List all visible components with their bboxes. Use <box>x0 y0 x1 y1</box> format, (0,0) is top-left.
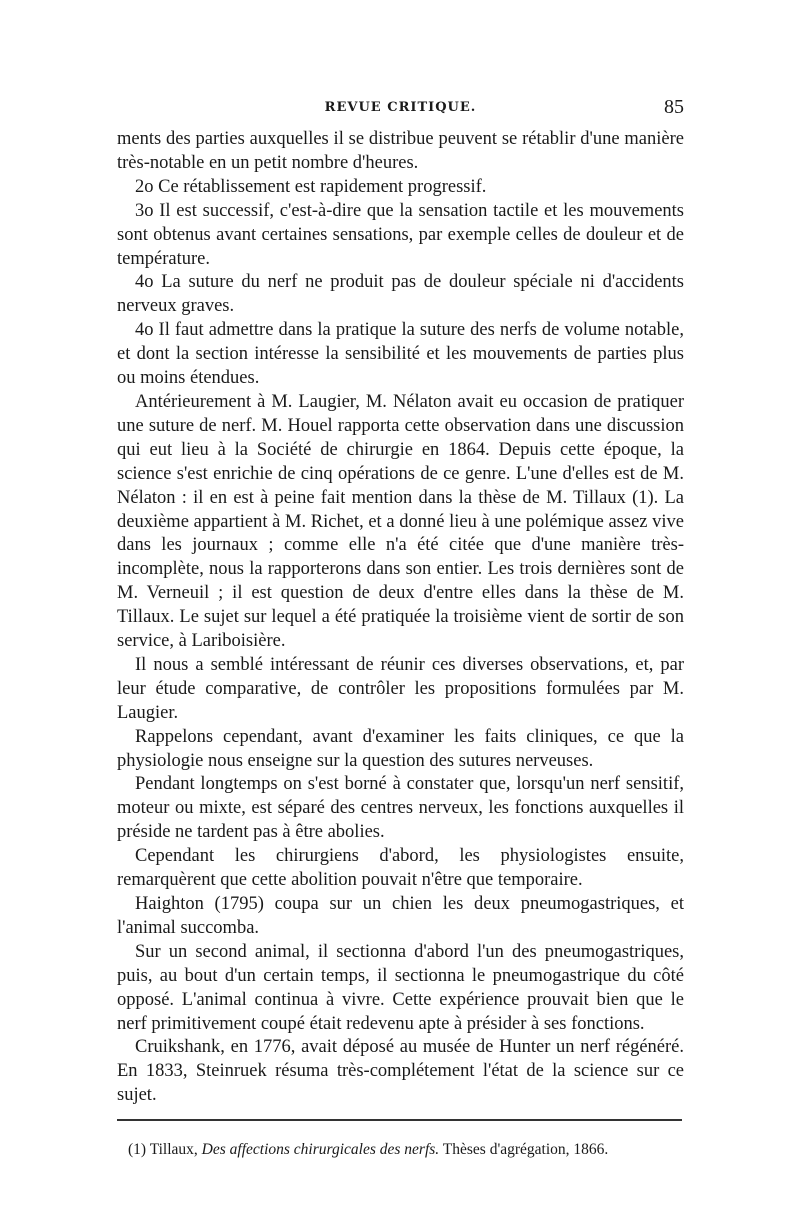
paragraph: 4o La suture du nerf ne produit pas de douleur spéciale ni d'accidents nerveux graves. <box>117 272 684 317</box>
paragraph: Rappelons cependant, avant d'examiner les faits cliniques, ce que la physiologie nous enseigne sur la question des sutures nerveuses. <box>117 726 684 771</box>
paragraph: Il nous a semblé intéressant de réunir ces diverses observations, et, par leur étude comparative, de contrôler les propositions formulées par M. Laugier. <box>117 654 684 723</box>
footnote-rest: Thèses d'agrégation, 1866. <box>442 1141 609 1158</box>
paragraph: ments des parties auxquelles il se distribue peuvent se rétablir d'une manière très-notable en un petit nombre d'heures. <box>117 129 684 173</box>
footnote-title: Des affections chirurgicales des nerfs. <box>201 1141 440 1158</box>
paragraph: 3o Il est successif, c'est-à-dire que la sensation tactile et les mouvements sont obtenus avant certaines sensations, par exemple celles de douleur et de température. <box>117 200 684 269</box>
paragraph: Haighton (1795) coupa sur un chien les deux pneumogastriques, et l'animal succomba. <box>117 894 684 938</box>
paragraph: 4o Il faut admettre dans la pratique la suture des nerfs de volume notable, et dont la section intéresse la sensibilité et les mouvements de parties plus ou moins étendues. <box>117 320 684 389</box>
footnote-divider <box>117 1119 682 1121</box>
running-head <box>117 96 684 120</box>
paragraph: Antérieurement à M. Laugier, M. Nélaton avait eu occasion de pratiquer une suture de nerf. M. Houel rapporta cette observation dans une discussion qui eut lieu à la Société de chirurgie en 1864. Depuis cette époque, la science s'est enrichie de cinq opérations de ce genre. L'une d'elles est de M. Nélaton : il en est à peine fait mention dans la thèse de M. Tillaux (1). La deuxième appartient à M. Richet, et a donné lieu à une polémique assez vive dans les journaux ; comme elle n'a été citée que d'une manière très-incomplète, nous la rapporterons dans son entier. Les trois dernières sont de M. Verneuil ; il est question de deux d'entre elles dans la thèse de M. Tillaux. Le sujet sur lequel a été pratiquée la troisième vient de sortir de son service, à Lariboisière. <box>117 391 684 652</box>
page-number: 85 <box>664 96 684 118</box>
paragraph: 2o Ce rétablissement est rapidement progressif. <box>135 176 487 197</box>
footnote-author: Tillaux, <box>149 1141 198 1158</box>
running-title: REVUE CRITIQUE. <box>324 100 477 115</box>
paragraph: Sur un second animal, il sectionna d'abord l'un des pneumogastriques, puis, au bout d'un certain temps, il sectionna le pneumogastrique du côté opposé. L'animal continua à vivre. Cette expérience prouvait bien que le nerf primitivement coupé était redevenu apte à présider à ses fonctions. <box>117 941 684 1034</box>
body-text <box>117 128 684 1108</box>
footnote-marker: (1) <box>128 1141 147 1158</box>
paragraph: Cruikshank, en 1776, avait déposé au musée de Hunter un nerf régénéré. En 1833, Steinruek résuma très-complétement l'état de la science sur ce sujet. <box>117 1037 684 1106</box>
footnote <box>128 1140 684 1160</box>
paragraph: Cependant les chirurgiens d'abord, les physiologistes ensuite, remarquèrent que cette abolition pouvait n'être que temporaire. <box>117 846 684 891</box>
paragraph: Pendant longtemps on s'est borné à constater que, lorsqu'un nerf sensitif, moteur ou mixte, est séparé des centres nerveux, les fonctions auxquelles il préside ne tardent pas à être abolies. <box>117 774 684 843</box>
